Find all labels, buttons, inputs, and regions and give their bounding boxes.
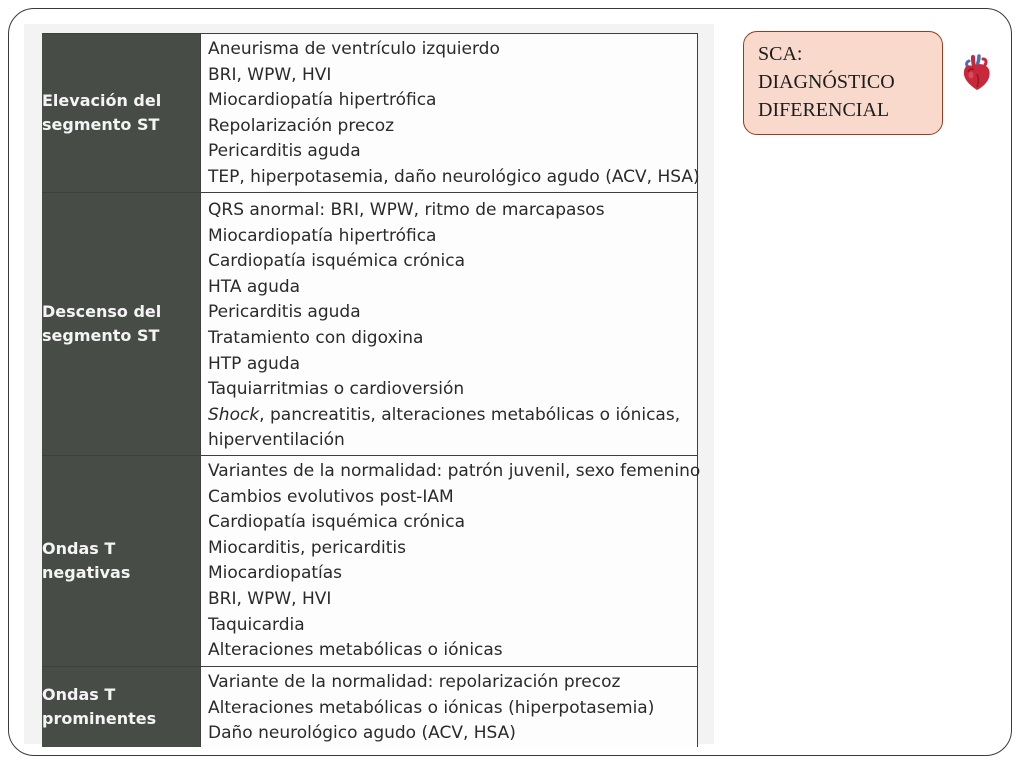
- category-label: negativas: [42, 563, 131, 582]
- list-item: Pericarditis aguda: [208, 141, 361, 162]
- list-item: HTP aguda: [208, 353, 301, 374]
- list-item: Miocardiopatías: [208, 563, 343, 584]
- list-item: QRS anormal: BRI, WPW, ritmo de marcapasos: [208, 200, 605, 220]
- list-item: BRI, WPW, HVI: [208, 64, 332, 85]
- list-item: BRI, WPW, HVI: [208, 588, 332, 609]
- list-item: Pericarditis aguda: [208, 302, 361, 323]
- list-item: Alteraciones metabólicas o iónicas: [208, 640, 503, 661]
- slide-title-box: [743, 31, 943, 135]
- list-item: Variante de la normalidad: repolarización precoz: [208, 672, 621, 692]
- list-item: Miocardiopatía hipertrófica: [208, 90, 437, 111]
- category-label: Ondas T: [42, 684, 116, 704]
- list-item: Alteraciones metabólicas o iónicas (hiperpotasemia): [208, 697, 655, 718]
- scanned-table-image: [24, 24, 714, 744]
- anatomical-heart-icon: [960, 54, 994, 92]
- differential-diagnosis-table: [42, 33, 701, 747]
- list-item: HTA aguda: [208, 276, 301, 297]
- list-item: Miocarditis, pericarditis: [208, 537, 406, 558]
- table-row: [42, 456, 698, 667]
- list-item: Taquicardia: [208, 614, 305, 635]
- list-item: TEP, hiperpotasemia, daño neurológico agudo (ACV, HSA): [208, 166, 700, 187]
- category-cell: [42, 34, 201, 193]
- category-label: segmento ST: [42, 115, 160, 134]
- slide-title-line: SCA:: [758, 43, 803, 65]
- list-item: Cardiopatía isquémica crónica: [208, 512, 465, 533]
- list-item: Aneurisma de ventrículo izquierdo: [208, 39, 500, 59]
- items-cell: [201, 193, 698, 456]
- category-cell: [42, 667, 201, 747]
- list-item: Tratamiento con digoxina: [208, 327, 424, 348]
- list-item: Repolarización precoz: [208, 115, 395, 136]
- category-label: Elevación del: [42, 91, 162, 110]
- list-item: Miocardiopatía hipertrófica: [208, 225, 437, 246]
- category-label: prominentes: [42, 708, 157, 728]
- shock-italic-text: Shock: [208, 404, 260, 425]
- items-cell: [201, 456, 701, 667]
- slide-title-line: DIAGNÓSTICO: [758, 71, 895, 93]
- table-row: [42, 193, 698, 456]
- list-item: Cardiopatía isquémica crónica: [208, 251, 465, 272]
- shock-rest-text: , pancreatitis, alteraciones metabólicas o iónicas,: [259, 404, 681, 425]
- list-item-shock: [201, 403, 697, 429]
- table-row: [42, 667, 698, 747]
- list-item: Daño neurológico agudo (ACV, HSA): [208, 723, 516, 744]
- category-cell: [42, 456, 201, 667]
- items-cell: [201, 34, 698, 193]
- category-cell: [42, 193, 201, 456]
- table-row: [42, 34, 698, 193]
- list-item: Taquiarritmias o cardioversión: [208, 379, 465, 400]
- list-item: Cambios evolutivos post-IAM: [208, 486, 454, 507]
- category-label: Ondas T: [42, 539, 116, 558]
- category-label: Descenso del: [42, 302, 162, 321]
- category-label: segmento ST: [42, 326, 160, 345]
- list-item: Variantes de la normalidad: patrón juvenil, sexo femenino: [208, 461, 701, 481]
- slide-title-line: DIFERENCIAL: [758, 99, 890, 121]
- items-cell: [201, 667, 698, 747]
- list-item-continuation: hiperventilación: [208, 430, 345, 451]
